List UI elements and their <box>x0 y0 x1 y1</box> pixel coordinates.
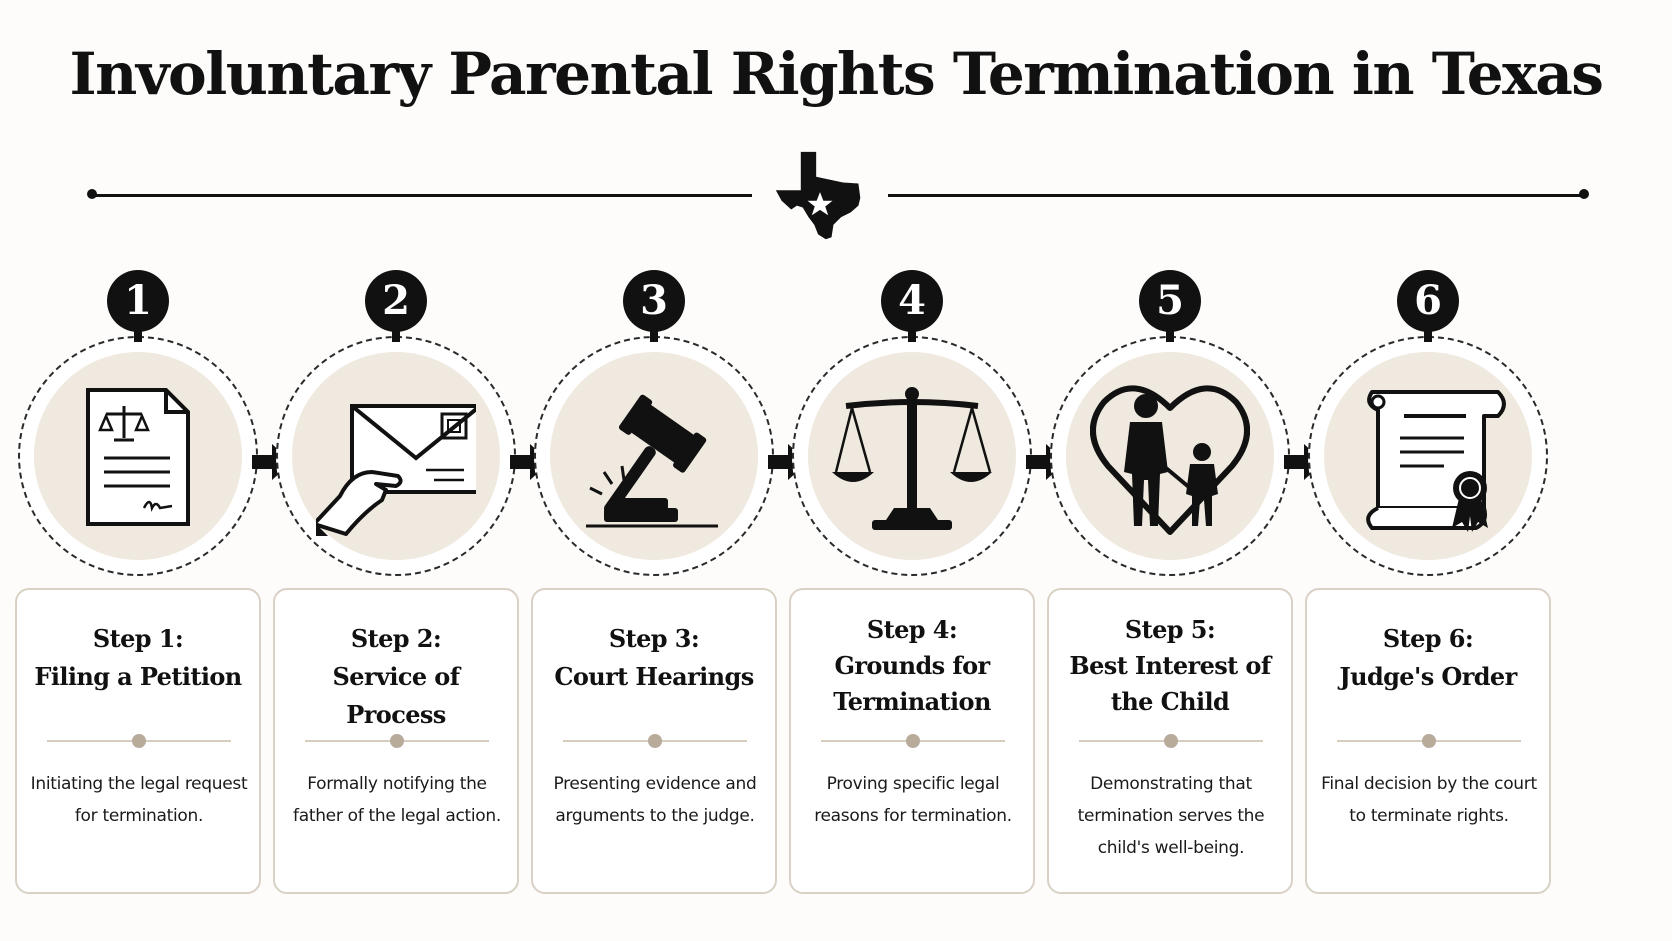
texas-star-icon <box>772 148 868 244</box>
divider-dot <box>1164 734 1178 748</box>
header-rule-right <box>888 194 1584 197</box>
step-name: Filing a Petition <box>34 662 242 691</box>
step-name: Service of Process <box>332 662 460 729</box>
step-label: Step 5: <box>1124 615 1216 644</box>
step-icon-circle <box>1050 336 1290 576</box>
step-number-badge: 6 <box>1397 270 1459 332</box>
scroll-seal-icon <box>1348 376 1508 536</box>
step-5 <box>1047 270 1293 900</box>
step-2 <box>273 270 519 900</box>
step-icon-circle <box>534 336 774 576</box>
step-heading <box>1057 612 1283 720</box>
step-number-badge: 1 <box>107 270 169 332</box>
step-label: Step 2: <box>350 624 442 653</box>
step-description: Proving specific legal reasons for termination. <box>814 774 1012 826</box>
step-label: Step 4: <box>866 615 958 644</box>
step-number-badge: 5 <box>1139 270 1201 332</box>
step-name: Judge's Order <box>1339 662 1517 691</box>
step-heading <box>25 620 251 696</box>
step-name: Court Hearings <box>554 662 754 691</box>
step-icon-circle <box>276 336 516 576</box>
step-description: Demonstrating that termination serves the child's well-being. <box>1077 774 1265 858</box>
step-description: Initiating the legal request for termination. <box>30 774 248 826</box>
envelope-hand-icon <box>316 376 476 536</box>
step-number-badge: 4 <box>881 270 943 332</box>
page-title: Involuntary Parental Rights Termination in Texas <box>69 40 1603 108</box>
step-heading <box>283 620 509 734</box>
step-card <box>1047 588 1293 894</box>
rule-endpoint-right <box>1579 189 1589 199</box>
step-card <box>789 588 1035 894</box>
step-number-badge: 2 <box>365 270 427 332</box>
step-label: Step 6: <box>1382 624 1474 653</box>
step-label: Step 1: <box>92 624 184 653</box>
step-description: Formally notifying the father of the legal action. <box>293 774 501 826</box>
step-card <box>531 588 777 894</box>
step-icon-circle <box>18 336 258 576</box>
step-name: Grounds for Termination <box>833 651 991 716</box>
step-label: Step 3: <box>608 624 700 653</box>
parent-child-heart-icon <box>1090 376 1250 536</box>
step-number-badge: 3 <box>623 270 685 332</box>
step-heading <box>1315 620 1541 696</box>
scales-icon <box>832 376 992 536</box>
step-icon-circle <box>792 336 1032 576</box>
step-4 <box>789 270 1035 900</box>
step-3 <box>531 270 777 900</box>
step-heading <box>541 620 767 696</box>
step-description: Presenting evidence and arguments to the judge. <box>553 774 757 826</box>
step-description: Final decision by the court to terminate rights. <box>1321 774 1537 826</box>
divider-dot <box>132 734 146 748</box>
petition-document-icon <box>58 376 218 536</box>
step-1 <box>15 270 261 900</box>
gavel-icon <box>574 376 734 536</box>
step-icon-circle <box>1308 336 1548 576</box>
divider-dot <box>390 734 404 748</box>
step-6 <box>1305 270 1551 900</box>
step-heading <box>799 612 1025 720</box>
divider-dot <box>1422 734 1436 748</box>
step-name: Best Interest of the Child <box>1069 651 1271 716</box>
step-card <box>273 588 519 894</box>
divider-dot <box>648 734 662 748</box>
header-rule-left <box>92 194 752 197</box>
divider-dot <box>906 734 920 748</box>
step-card <box>15 588 261 894</box>
step-card <box>1305 588 1551 894</box>
